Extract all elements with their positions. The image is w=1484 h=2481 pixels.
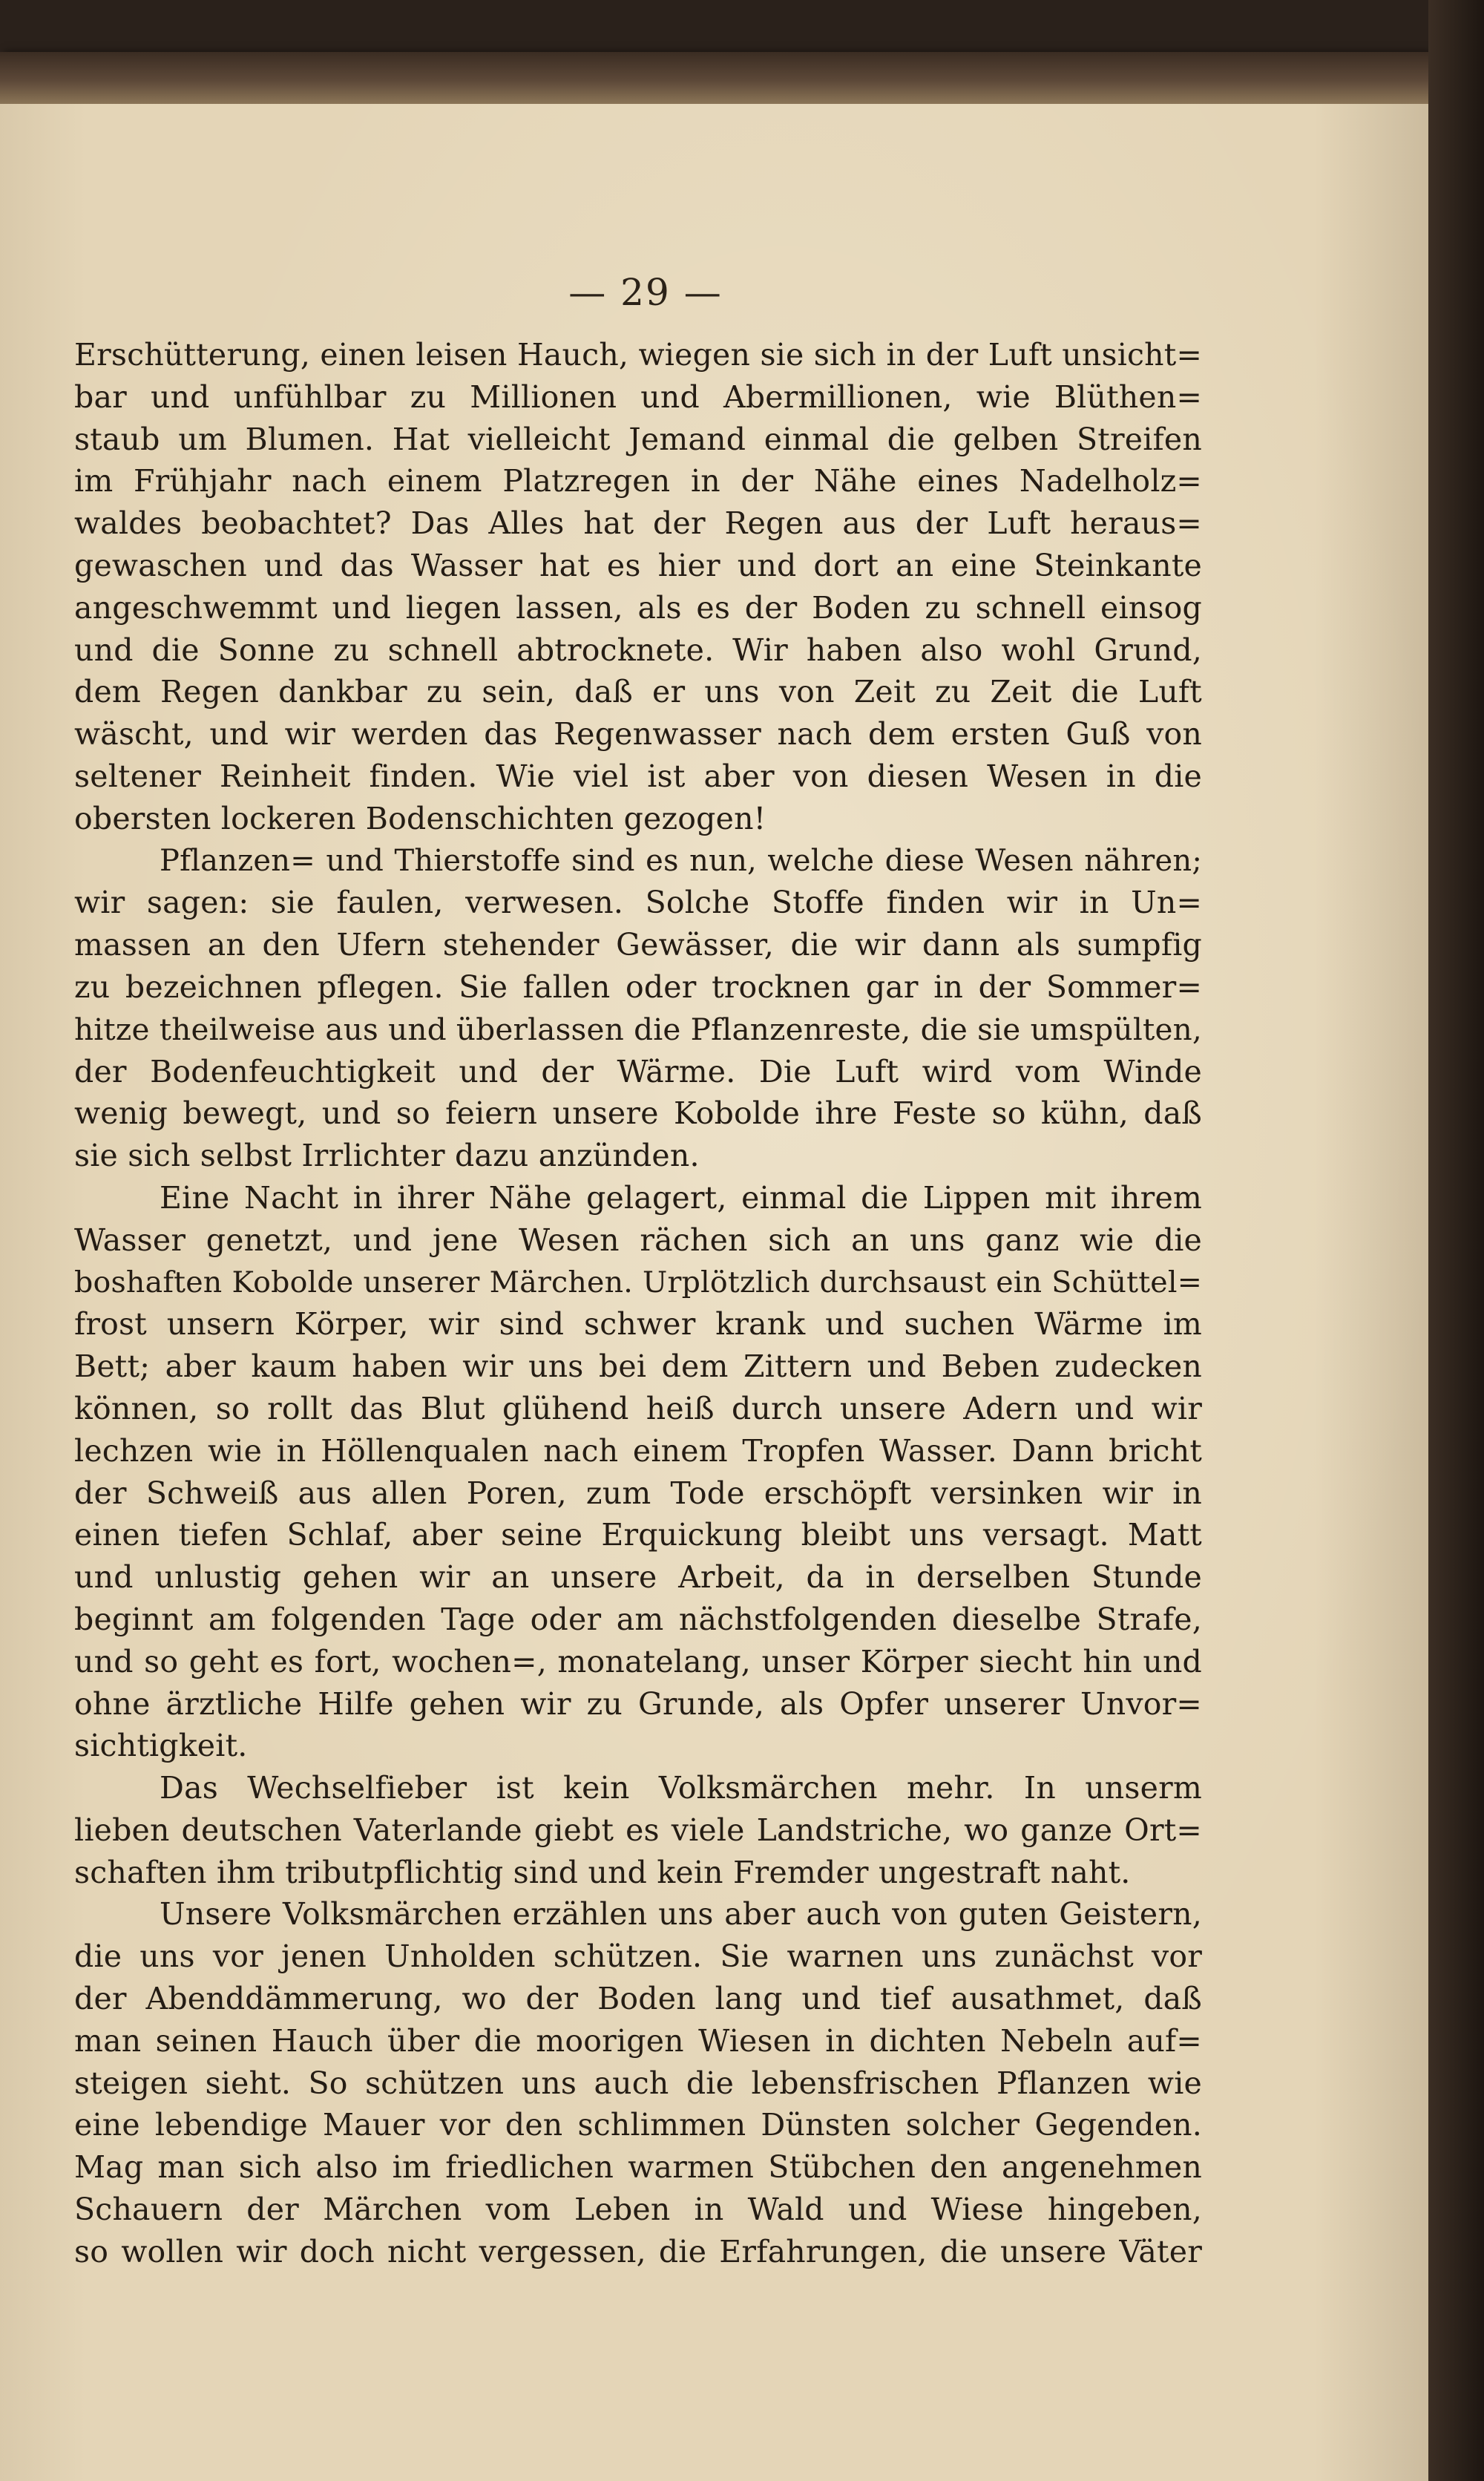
page-number: — 29 — [568, 271, 723, 314]
text-line: steigen sieht. So schützen uns auch die lebensfrischen Pflanzen wie [74, 2065, 1202, 2101]
text-line: Wasser genetzt, und jene Wesen rächen sich an uns ganz wie die [74, 1222, 1202, 1258]
text-line: wenig bewegt, und so feiern unsere Kobolde ihre Feste so kühn, daß [74, 1095, 1202, 1132]
text-line: eine lebendige Mauer vor den schlimmen Dünsten solcher Gegenden. [74, 2107, 1202, 2143]
text-line: der Bodenfeuchtigkeit und der Wärme. Die Luft wird vom Winde [74, 1053, 1202, 1089]
text-line: obersten lockeren Bodenschichten gezogen! [74, 800, 766, 836]
text-line: wäscht, und wir werden das Regenwasser nach dem ersten Guß von [74, 716, 1202, 753]
text-line: zu bezeichnen pflegen. Sie fallen oder trocknen gar in der Sommer= [74, 969, 1202, 1005]
text-line: seltener Reinheit finden. Wie viel ist aber von diesen Wesen in die [74, 758, 1202, 794]
text-line: im Frühjahr nach einem Platzregen in der Nähe eines Nadelholz= [74, 463, 1202, 499]
text-line: ohne ärztliche Hilfe gehen wir zu Grunde, als Opfer unserer Unvor= [74, 1685, 1202, 1722]
text-line: bar und unfühlbar zu Millionen und Abermillionen, wie Blüthen= [74, 378, 1202, 415]
text-line: der Abenddämmerung, wo der Boden lang und tief ausathmet, daß [74, 1981, 1202, 2017]
text-line: waldes beobachtet? Das Alles hat der Regen aus der Luft heraus= [74, 505, 1202, 542]
text-line: Erschütterung, einen leisen Hauch, wiegen sie sich in der Luft unsicht= [74, 337, 1202, 373]
spine-shadow [1428, 0, 1484, 2481]
text-line: die uns vor jenen Unholden schützen. Sie warnen uns zunächst vor [74, 1938, 1202, 1975]
binding-edge [0, 52, 1428, 104]
text-line: gewaschen und das Wasser hat es hier und dort an eine Steinkante [74, 547, 1202, 583]
text-line: Das Wechselfieber ist kein Volksmärchen mehr. In unserm [160, 1770, 1202, 1806]
text-line: lieben deutschen Vaterlande giebt es viele Landstriche, wo ganze Ort= [74, 1812, 1202, 1848]
text-line: sie sich selbst Irrlichter dazu anzünden. [74, 1138, 700, 1174]
text-line: frost unsern Körper, wir sind schwer krank und suchen Wärme im [74, 1306, 1202, 1343]
text-line: massen an den Ufern stehender Gewässer, die wir dann als sumpfig [74, 927, 1202, 963]
text-line: beginnt am folgenden Tage oder am nächstfolgenden dieselbe Strafe, [74, 1601, 1202, 1637]
text-line: staub um Blumen. Hat vielleicht Jemand einmal die gelben Streifen [74, 421, 1202, 457]
text-line: Bett; aber kaum haben wir uns bei dem Zittern und Beben zudecken [74, 1348, 1202, 1385]
text-line: dem Regen dankbar zu sein, daß er uns von Zeit zu Zeit die Luft [74, 674, 1202, 710]
text-line: wir sagen: sie faulen, verwesen. Solche Stoffe finden wir in Un= [74, 885, 1202, 921]
text-line: und die Sonne zu schnell abtrocknete. Wir haben also wohl Grund, [74, 632, 1202, 668]
text-line: lechzen wie in Höllenqualen nach einem Tropfen Wasser. Dann bricht [74, 1432, 1202, 1469]
text-line: man seinen Hauch über die moorigen Wiesen in dichten Nebeln auf= [74, 2022, 1202, 2059]
text-line: Eine Nacht in ihrer Nähe gelagert, einmal die Lippen mit ihrem [160, 1179, 1202, 1216]
book-page [0, 52, 1428, 2481]
text-line: der Schweiß aus allen Poren, zum Tode erschöpft versinken wir in [74, 1475, 1202, 1511]
text-line: Mag man sich also im friedlichen warmen Stübchen den angenehmen [74, 2149, 1202, 2186]
text-line: boshaften Kobolde unserer Märchen. Urplötzlich durchsaust ein Schüttel= [74, 1265, 1202, 1300]
body-text [74, 334, 1202, 2273]
text-line: und so geht es fort, wochen=, monatelang, unser Körper siecht hin und [74, 1643, 1202, 1679]
text-line: einen tiefen Schlaf, aber seine Erquickung bleibt uns versagt. Matt [74, 1517, 1202, 1553]
text-line: Unsere Volksmärchen erzählen uns aber auch von guten Geistern, [160, 1896, 1202, 1933]
text-line: so wollen wir doch nicht vergessen, die Erfahrungen, die unsere Väter [74, 2233, 1202, 2269]
text-line: sichtigkeit. [74, 1728, 248, 1764]
text-line: schaften ihm tributpflichtig sind und kein Fremder ungestraft naht. [74, 1854, 1131, 1890]
text-line: und unlustig gehen wir an unsere Arbeit, da in derselben Stunde [74, 1559, 1202, 1596]
text-line: können, so rollt das Blut glühend heiß durch unsere Adern und wir [74, 1390, 1202, 1426]
text-line: Pflanzen= und Thierstoffe sind es nun, welche diese Wesen nähren; [160, 843, 1202, 878]
text-line: Schauern der Märchen vom Leben in Wald und Wiese hingeben, [74, 2192, 1202, 2228]
text-line: hitze theilweise aus und überlassen die Pflanzenreste, die sie umspülten, [74, 1011, 1202, 1047]
text-line: angeschwemmt und liegen lassen, als es der Boden zu schnell einsog [74, 589, 1202, 626]
